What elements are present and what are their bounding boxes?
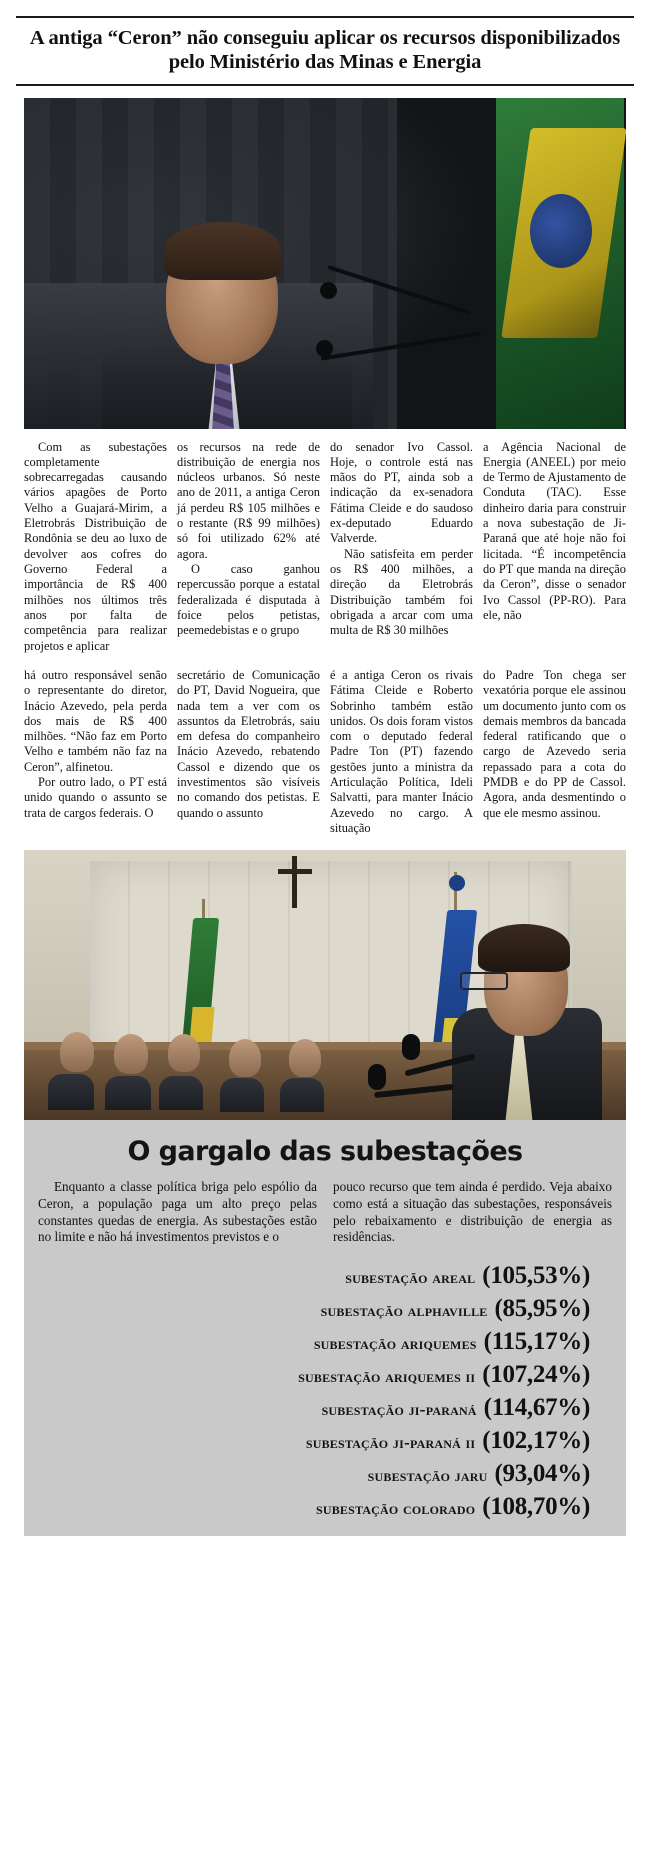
paragraph: O caso ganhou repercussão porque a estatal federalizada é disputada à foice pelos petistas, peemedebistas e o grupo [177, 562, 320, 638]
article-column-1 [24, 668, 167, 836]
stat-row [38, 1328, 590, 1356]
brazil-flag-globe [530, 194, 592, 268]
eyeglasses-icon [460, 972, 508, 990]
substation-stats-list [38, 1262, 612, 1521]
paragraph: os recursos na rede de distribuição de energia nos núcleos urbanos. Só neste ano de 2011, a antiga Ceron já perdeu R$ 105 milhões e o restante (R$ 99 milhões) só foi utilizado 62% até agora. [177, 439, 320, 561]
stat-row [38, 1460, 590, 1488]
stat-label: subestação ariquemes ii [298, 1365, 476, 1386]
stat-row [38, 1295, 590, 1323]
audience-head [168, 1034, 200, 1072]
infobox-subestacoes [24, 1120, 626, 1536]
paragraph: secretário de Comunicação do PT, David Nogueira, que nada tem a ver com os assuntos da Eletrobrás, saiu em defesa do companheiro Inácio Azevedo, rebatendo Cassol e dizendo que os investimentos são visíveis no comando dos petistas. E quando o assunto [177, 667, 320, 820]
crucifix-crossbar-icon [278, 869, 312, 874]
article-column-4 [483, 440, 626, 654]
speaker-hair [478, 924, 570, 972]
paragraph: Por outro lado, o PT está unido quando o assunto se trata de cargos federais. O [24, 775, 167, 820]
infobox-intro [38, 1179, 612, 1246]
stat-label: subestação alphaville [320, 1299, 488, 1320]
audience-body [48, 1074, 94, 1110]
infobox-intro-left: Enquanto a classe política briga pelo espólio da Ceron, a população paga um alto preço pelas constantes quedas de energia. As subestações estão no limite e não há investimentos previstos e o [38, 1179, 317, 1245]
microphone-head-lower [368, 1064, 386, 1090]
stat-value: (107,24%) [482, 1360, 590, 1388]
stat-value: (93,04%) [494, 1459, 590, 1487]
article-column-3 [330, 668, 473, 836]
newspaper-page [0, 16, 650, 1871]
audience-body [280, 1078, 324, 1112]
infobox-intro-right: pouco recurso que tem ainda é perdido. Veja abaixo como está a situação das subestações, responsáveis pelo rebaixamento e distribuição de energia as residências. [333, 1179, 612, 1245]
audience-body [220, 1078, 264, 1112]
microphone-head-lower [316, 340, 333, 357]
stat-value: (114,67%) [483, 1393, 590, 1421]
stat-row [38, 1394, 590, 1422]
stat-value: (108,70%) [482, 1492, 590, 1520]
crucifix-icon [292, 856, 297, 908]
article-column-2 [177, 668, 320, 836]
audience-head [289, 1039, 321, 1077]
audience-head [229, 1039, 261, 1077]
stat-row [38, 1427, 590, 1455]
subject-hair [164, 222, 282, 280]
audience-head [114, 1034, 148, 1074]
stat-label: subestação areal [345, 1266, 476, 1287]
stat-row [38, 1262, 590, 1290]
article-column-2 [177, 440, 320, 654]
article-text-block-1 [24, 440, 626, 654]
article-photo-secondary [24, 850, 626, 1120]
paragraph: do Padre Ton chega ser vexatória porque ele assinou um documento junto com os demais membros da bancada federal ratificando que o cargo de Azevedo seria repassado para a cota do PMDB e do PP de Cassol. Agora, anda desmentindo o que ele mesmo assinou. [483, 667, 626, 820]
audience-body [159, 1076, 203, 1110]
infobox-title: O gargalo das subestações [127, 1136, 523, 1168]
article-photo-primary [24, 98, 626, 429]
flag-pole-finial [449, 875, 465, 891]
paragraph: Com as subestações completamente sobrecarregadas causando vários apagões de Porto Velho a Guajará-Mirim, a Eletrobrás Distribuição de Rondônia se deu ao luxo de devolver aos cofres do Governo Federal a importância de R$ 400 milhões nos últimos três anos por falta de competência para realizar projetos e aplicar [24, 439, 167, 653]
stat-row [38, 1361, 590, 1389]
stat-label: subestação colorado [315, 1497, 476, 1518]
article-column-1 [24, 440, 167, 654]
paragraph: é a antiga Ceron os rivais Fátima Cleide e Roberto Sobrinho também estão unidos. Os dois foram vistos com o deputado federal Padre Ton (PT) fazendo gestões junto a ministra da Articulação Política, Ideli Salvatti, para manter Inácio Azevedo no cargo. A situação [330, 667, 473, 836]
article-text-block-2 [24, 668, 626, 836]
stat-value: (115,17%) [483, 1327, 590, 1355]
article-column-3 [330, 440, 473, 654]
audience-head [60, 1032, 94, 1072]
article-column-4 [483, 668, 626, 836]
stat-label: subestação ji-paraná [321, 1398, 477, 1419]
stat-value: (102,17%) [482, 1426, 590, 1454]
stat-label: subestação ariquemes [313, 1332, 477, 1353]
microphone-head-upper [320, 282, 337, 299]
stat-label: subestação jaru [367, 1464, 488, 1485]
page-title: A antiga “Ceron” não conseguiu aplicar os recursos disponibilizados pelo Ministério das Minas e Energia [29, 27, 621, 73]
headline-rule-bottom [16, 84, 634, 86]
stat-value: (105,53%) [482, 1261, 590, 1289]
audience-body [105, 1076, 151, 1110]
stat-value: (85,95%) [494, 1294, 590, 1322]
paragraph: do senador Ivo Cassol. Hoje, o controle está nas mãos do PT, ainda sob a indicação da ex-senadora Fátima Cleide e do saudoso ex-deputado Eduardo Valverde. [330, 439, 473, 546]
stat-label: subestação ji-paraná ii [305, 1431, 476, 1452]
paragraph: a Agência Nacional de Energia (ANEEL) por meio de Termo de Ajustamento de Conduta (TAC). Esse dinheiro daria para construir a nova subestação de Ji-Paraná que até hoje não foi licitada. “É incompetência do PT que manda na direção da Ceron”, disse o senador Ivo Cassol (PP-RO). Para ele, não [483, 439, 626, 622]
microphone-head-upper [402, 1034, 420, 1060]
stat-row [38, 1493, 590, 1521]
paragraph: Não satisfeita em perder os R$ 400 milhões, a direção da Eletrobrás Distribuição também foi obrigada a arcar com uma multa de R$ 30 milhões [330, 546, 473, 638]
paragraph: há outro responsável senão o representante do diretor, Inácio Azevedo, pela perda dos mais de R$ 400 milhões. “Não faz em Porto Velho e também não faz na Ceron”, alfinetou. [24, 667, 167, 774]
